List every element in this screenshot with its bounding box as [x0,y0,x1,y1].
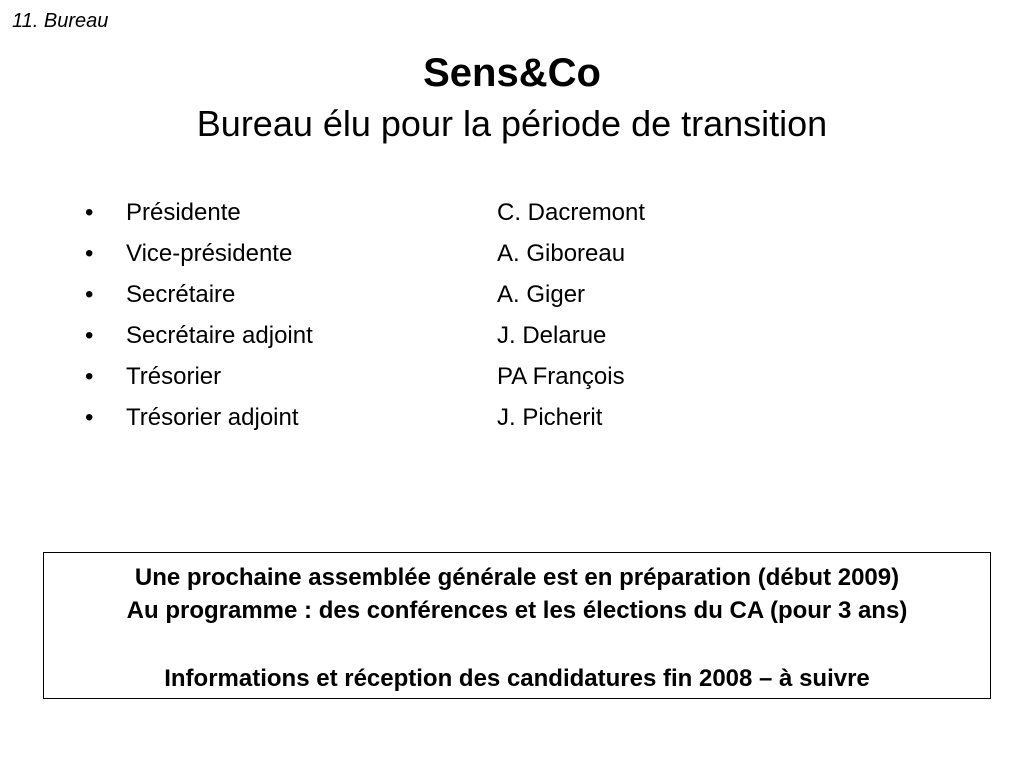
slide-subtitle: Bureau élu pour la période de transition [196,103,828,144]
role-label: Secrétaire [126,281,236,308]
role-label: Présidente [126,199,241,226]
bullet-icon: • [85,199,94,226]
bullet-icon: • [85,281,94,308]
bullet-icon: • [85,322,94,349]
member-name: J. Picherit [497,404,603,431]
slide-title: Sens&Co [423,51,601,95]
member-name: A. Giger [497,281,586,308]
section-label: 11. Bureau [12,10,109,32]
announcement-line-candidatures: Informations et réception des candidatures fin 2008 – à suivre [164,665,870,692]
member-name: J. Delarue [497,322,607,349]
announcement-line-assembly: Une prochaine assemblée générale est en préparation (début 2009) [134,564,900,591]
member-name: A. Giboreau [497,240,626,267]
announcement-line-program: Au programme : des conférences et les élections du CA (pour 3 ans) [126,597,908,624]
member-name: PA François [497,363,625,390]
role-label: Trésorier adjoint [126,404,299,431]
role-label: Secrétaire adjoint [126,322,313,349]
role-label: Trésorier [126,363,222,390]
bullet-icon: • [85,240,94,267]
bullet-icon: • [85,404,94,431]
bullet-icon: • [85,363,94,390]
member-name: C. Dacremont [497,199,646,226]
announcement-box [43,552,991,699]
role-label: Vice-présidente [126,240,293,267]
